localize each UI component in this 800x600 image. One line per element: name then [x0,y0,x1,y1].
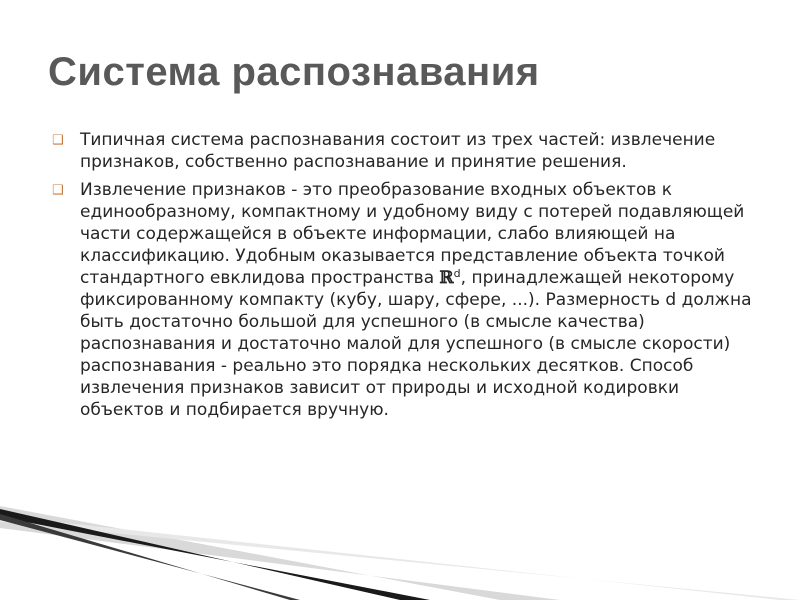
space-exponent: d [453,267,461,280]
real-space-symbol: ℝ [439,268,454,288]
bullet-item [52,129,764,173]
bullet-list [52,129,764,427]
bullet-text: Типичная система распознавания состоит из трех частей: извлечение признаков, собственно распознавание и принятие решения. [80,130,716,172]
slide-title: Система распознавания [48,50,540,94]
checkbox-bullet-icon: ❑ [52,133,64,148]
checkbox-bullet-icon: ❑ [52,183,64,198]
bullet-text-before: Извлечение признаков - это преобразование входных объектов к единообразному, компактному и удобному виду с потерей подавляющей части содержащейся в объекте информации, слабо влияющей на классификацию. Удобным оказывается представление объекта точкой стандартного евклидова пространства [80,180,745,288]
bullet-item [52,179,764,421]
bullet-text-after: , принадлежащей некоторому фиксированному компакту (кубу, шару, сфере, ...). Размерность d должна быть достаточно большой для успешного (в смысле качества) распознавания и достаточно малой для успешного (в смысле скорости) распознавания - реально это порядка нескольких десятков. Способ извлечения признаков зависит от природы и исходной кодировки объектов и подбирается вручную. [80,268,752,420]
